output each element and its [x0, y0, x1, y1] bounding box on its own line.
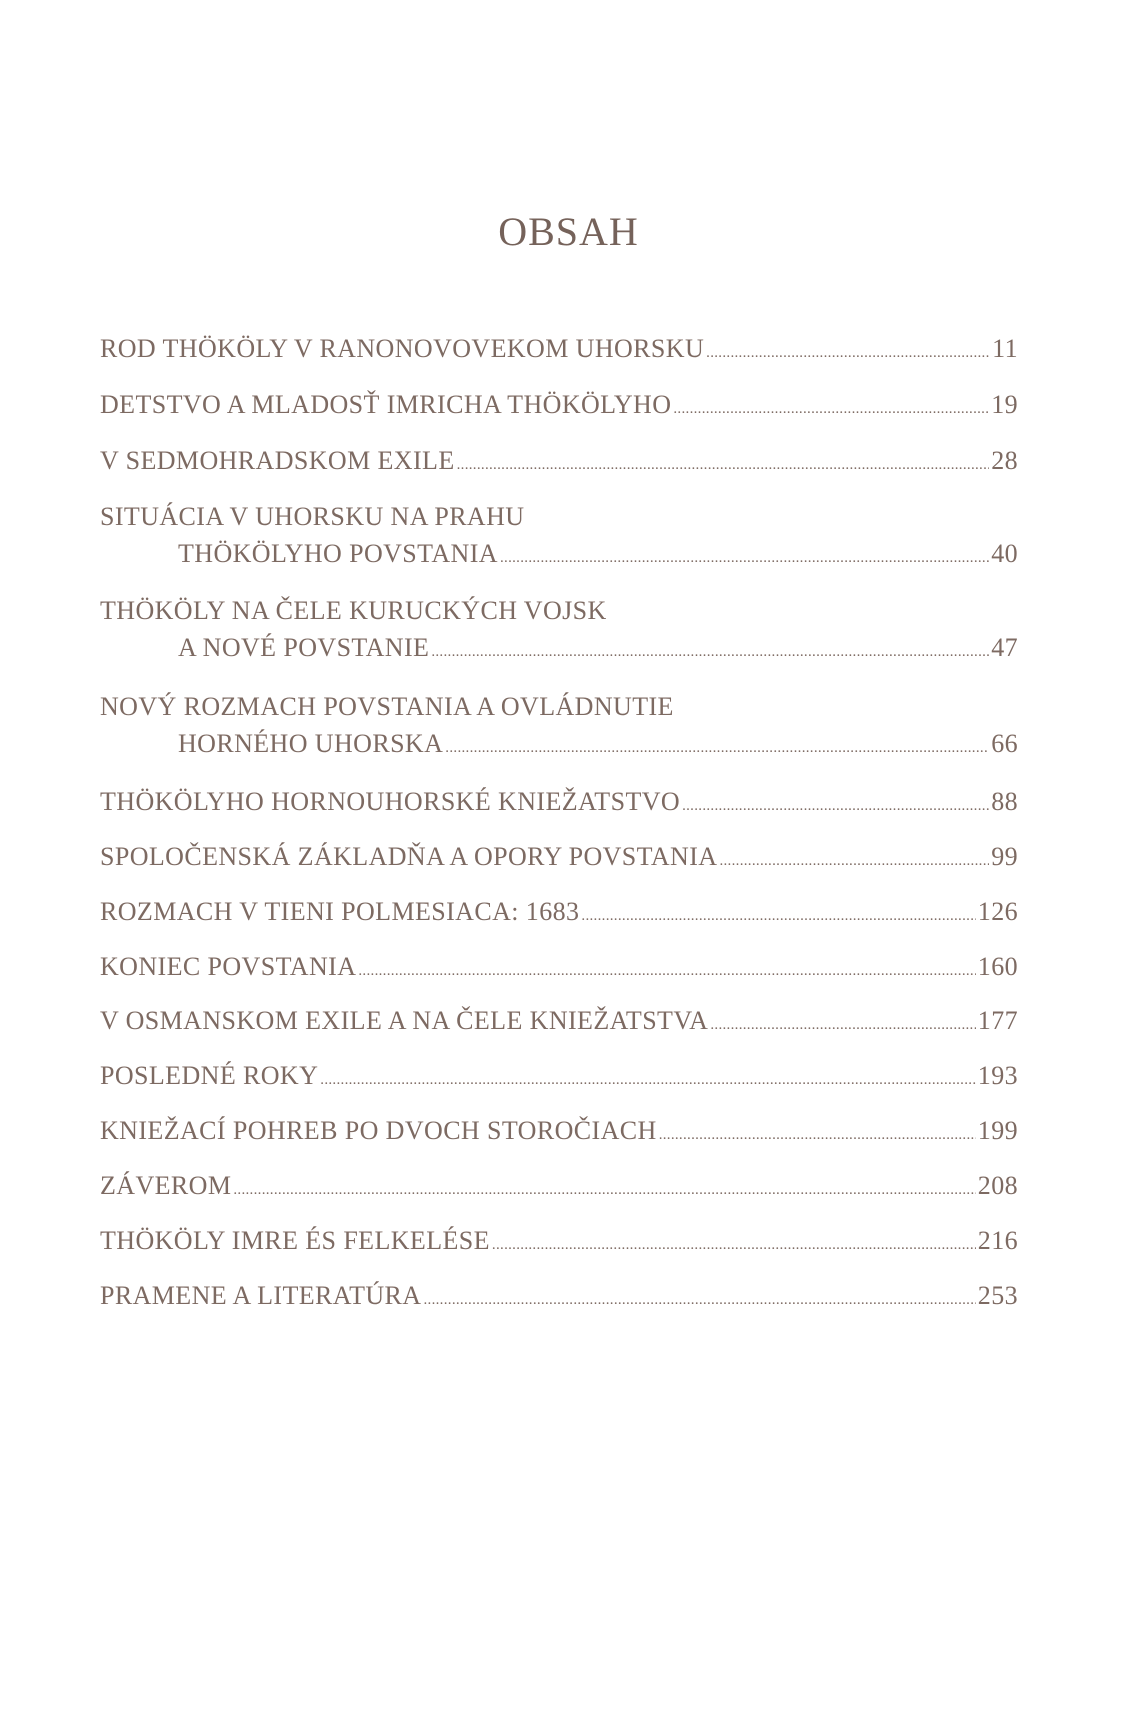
toc-entry-page: 99 — [991, 842, 1018, 871]
toc-entry — [100, 334, 1018, 364]
dot-leader — [423, 1285, 975, 1315]
toc-entry-title: KONIEC POVSTANIA — [100, 952, 357, 981]
toc-entry — [100, 1006, 1018, 1036]
toc-entry — [100, 1281, 1018, 1311]
dot-leader — [233, 1175, 975, 1205]
toc-entry-page: 66 — [991, 729, 1018, 758]
dot-leader — [457, 450, 990, 480]
toc-entry — [100, 502, 1018, 569]
toc-entry-title: DETSTVO A MLADOSŤ IMRICHA THÖKÖLYHO — [100, 390, 672, 419]
toc-entry-title: SITUÁCIA V UHORSKU NA PRAHU — [100, 502, 525, 531]
toc-entry-title: NOVÝ ROZMACH POVSTANIA A OVLÁDNUTIE — [100, 692, 674, 721]
toc-entry — [100, 1226, 1018, 1256]
toc-entry — [100, 1061, 1018, 1091]
toc-entry-title-continued: A NOVÉ POVSTANIE — [178, 633, 430, 662]
toc-entry-title: THÖKÖLYHO HORNOUHORSKÉ KNIEŽATSTVO — [100, 787, 681, 816]
dot-leader — [500, 543, 989, 573]
toc-entry — [100, 787, 1018, 817]
toc-entry-page: 19 — [991, 390, 1018, 419]
dot-leader — [492, 1230, 976, 1260]
toc-entry-title: ROZMACH V TIENI POLMESIACA: 1683 — [100, 897, 580, 926]
toc-entry-page: 11 — [992, 334, 1018, 363]
dot-leader — [358, 956, 975, 986]
toc-entry-page: 199 — [977, 1116, 1018, 1145]
toc-entry-title: V OSMANSKOM EXILE A NA ČELE KNIEŽATSTVA — [100, 1006, 709, 1035]
toc-entry — [100, 842, 1018, 872]
toc-entry — [100, 596, 1018, 663]
toc-entry — [100, 897, 1018, 927]
toc-entry-page: 193 — [977, 1061, 1018, 1090]
dot-leader — [659, 1120, 976, 1150]
toc-entry — [100, 390, 1018, 420]
toc-entry-title: ZÁVEROM — [100, 1171, 232, 1200]
toc-entry-title: PRAMENE A LITERATÚRA — [100, 1281, 422, 1310]
toc-entry-title-continued: HORNÉHO UHORSKA — [178, 729, 444, 758]
toc-entry-page: 160 — [977, 952, 1018, 981]
dot-leader — [706, 338, 990, 368]
toc-entry-title: THÖKÖLY NA ČELE KURUCKÝCH VOJSK — [100, 596, 607, 625]
toc-entry-title: KNIEŽACÍ POHREB PO DVOCH STOROČIACH — [100, 1116, 657, 1145]
toc-entry-page: 208 — [977, 1171, 1018, 1200]
toc-entry-title: POSLEDNÉ ROKY — [100, 1061, 319, 1090]
toc-entry-page: 88 — [991, 787, 1018, 816]
page-title: OBSAH — [498, 209, 639, 254]
toc-entry-page: 126 — [977, 897, 1018, 926]
toc-entry-page: 216 — [977, 1226, 1018, 1255]
toc-entry-page: 47 — [991, 633, 1018, 662]
toc-entry-title: THÖKÖLY IMRE ÉS FELKELÉSE — [100, 1226, 490, 1255]
dot-leader — [445, 733, 989, 763]
dot-leader — [710, 1010, 975, 1040]
toc-entry-page: 253 — [977, 1281, 1018, 1310]
toc-entry-title: ROD THÖKÖLY V RANONOVOVEKOM UHORSKU — [100, 334, 705, 363]
toc-entry — [100, 692, 1018, 759]
dot-leader — [320, 1065, 976, 1095]
toc-entry — [100, 1116, 1018, 1146]
toc-entry-page: 177 — [977, 1006, 1018, 1035]
toc-entry — [100, 1171, 1018, 1201]
toc-entry — [100, 952, 1018, 982]
dot-leader — [431, 637, 989, 667]
dot-leader — [682, 791, 989, 821]
dot-leader — [719, 846, 989, 876]
toc-entry-page: 40 — [991, 539, 1018, 568]
toc-entry-page: 28 — [991, 446, 1018, 475]
toc-entry — [100, 446, 1018, 476]
toc-entry-title: SPOLOČENSKÁ ZÁKLADŇA A OPORY POVSTANIA — [100, 842, 718, 871]
toc-entry-title-continued: THÖKÖLYHO POVSTANIA — [178, 539, 498, 568]
toc-entry-title: V SEDMOHRADSKOM EXILE — [100, 446, 455, 475]
dot-leader — [581, 901, 975, 931]
dot-leader — [673, 394, 989, 424]
